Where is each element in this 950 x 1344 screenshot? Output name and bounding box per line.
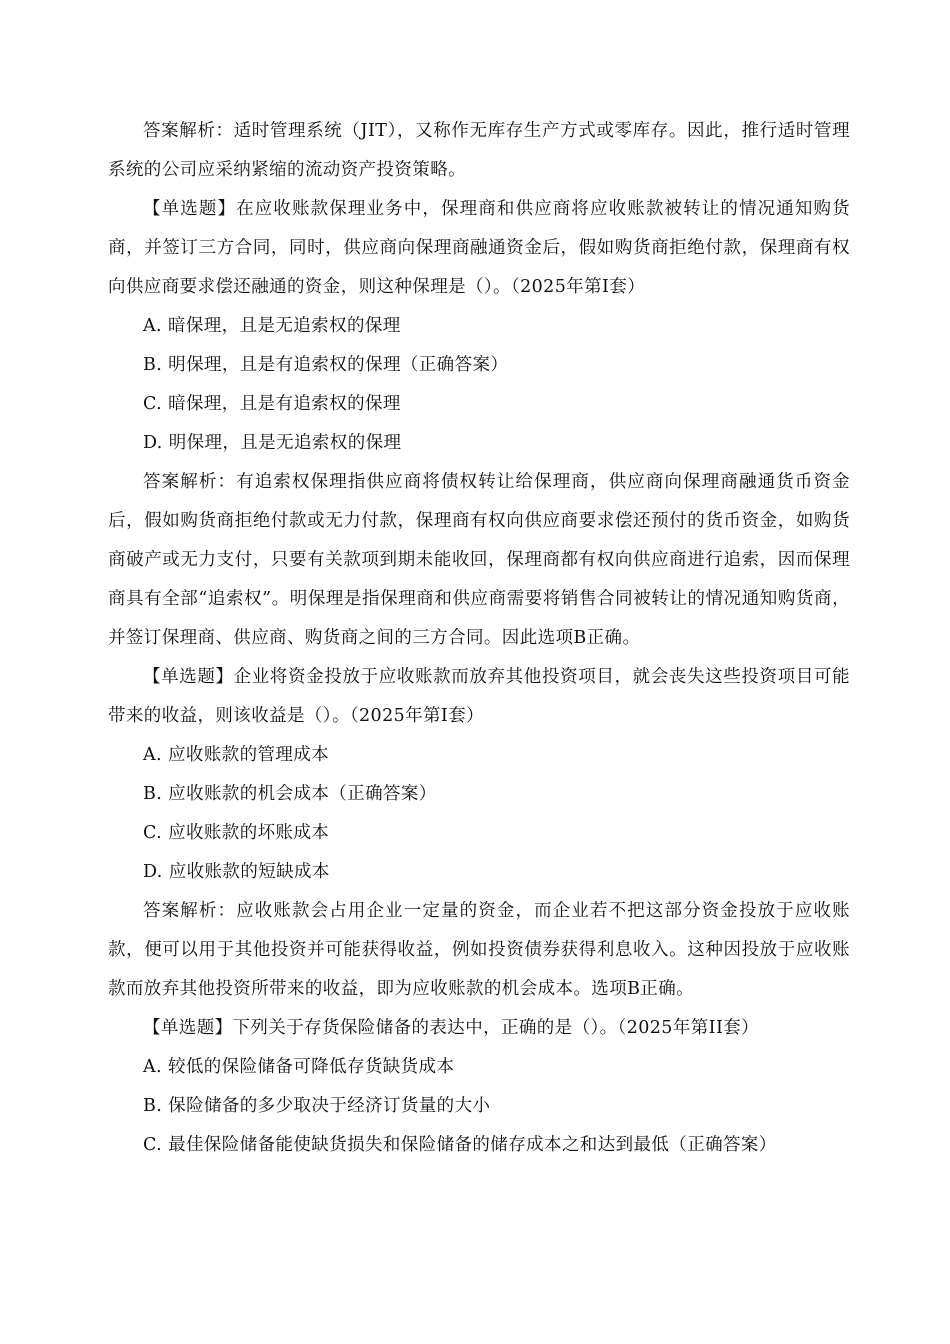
option-d: D. 明保理，且是无追索权的保理 <box>143 433 402 453</box>
question-stem: 【单选题】下列关于存货保险储备的表达中，正确的是（）。（2025年第II套） <box>143 1018 760 1038</box>
option-c: C. 应收账款的坏账成本 <box>143 823 330 843</box>
option-c: C. 暗保理，且是有追索权的保理 <box>143 394 401 414</box>
option-b: B. 保险储备的多少取决于经济订货量的大小 <box>143 1096 491 1116</box>
answer-explanation: 答案解析：有追索权保理指供应商将债权转让给保理商，供应商向保理商融通货币资金后，假如购货商拒绝付款或无力付款，保理商有权向供应商要求偿还预付的货币资金，如购货商破产或无力支付，只要有关款项到期未能收回，保理商都有权向供应商进行追索，因而保理商具有全部“追索权”。明保理是指保理商和供应商需要将销售合同被转让的情况通知购货商，并签订保理商、供应商、购货商之间的三方合同。因此选项B正确。 <box>108 472 850 648</box>
answer-explanation: 答案解析：应收账款会占用企业一定量的资金，而企业若不把这部分资金投放于应收账款，便可以用于其他投资并可能获得收益，例如投资债券获得利息收入。这种因投放于应收账款而放弃其他投资所带来的收益，即为应收账款的机会成本。选项B正确。 <box>108 901 850 999</box>
question-stem: 【单选题】企业将资金投放于应收账款而放弃其他投资项目，就会丧失这些投资项目可能带来的收益，则该收益是（）。（2025年第I套） <box>108 667 850 726</box>
option-b: B. 应收账款的机会成本（正确答案） <box>143 784 437 804</box>
option-a: A. 暗保理，且是无追索权的保理 <box>143 316 401 336</box>
document-page <box>108 112 850 1165</box>
question-stem: 【单选题】在应收账款保理业务中，保理商和供应商将应收账款被转让的情况通知购货商，并签订三方合同，同时，供应商向保理商融通资金后，假如购货商拒绝付款，保理商有权向供应商要求偿还融通的资金，则这种保理是（）。（2025年第I套） <box>108 199 850 297</box>
answer-explanation: 答案解析：适时管理系统（JIT），又称作无库存生产方式或零库存。因此，推行适时管理系统的公司应采纳紧缩的流动资产投资策略。 <box>108 121 850 180</box>
option-c: C. 最佳保险储备能使缺货损失和保险储备的储存成本之和达到最低（正确答案） <box>143 1135 777 1155</box>
option-d: D. 应收账款的短缺成本 <box>143 862 330 882</box>
option-b: B. 明保理，且是有追索权的保理（正确答案） <box>143 355 509 375</box>
option-a: A. 应收账款的管理成本 <box>143 745 330 765</box>
option-a: A. 较低的保险储备可降低存货缺货成本 <box>143 1057 455 1077</box>
